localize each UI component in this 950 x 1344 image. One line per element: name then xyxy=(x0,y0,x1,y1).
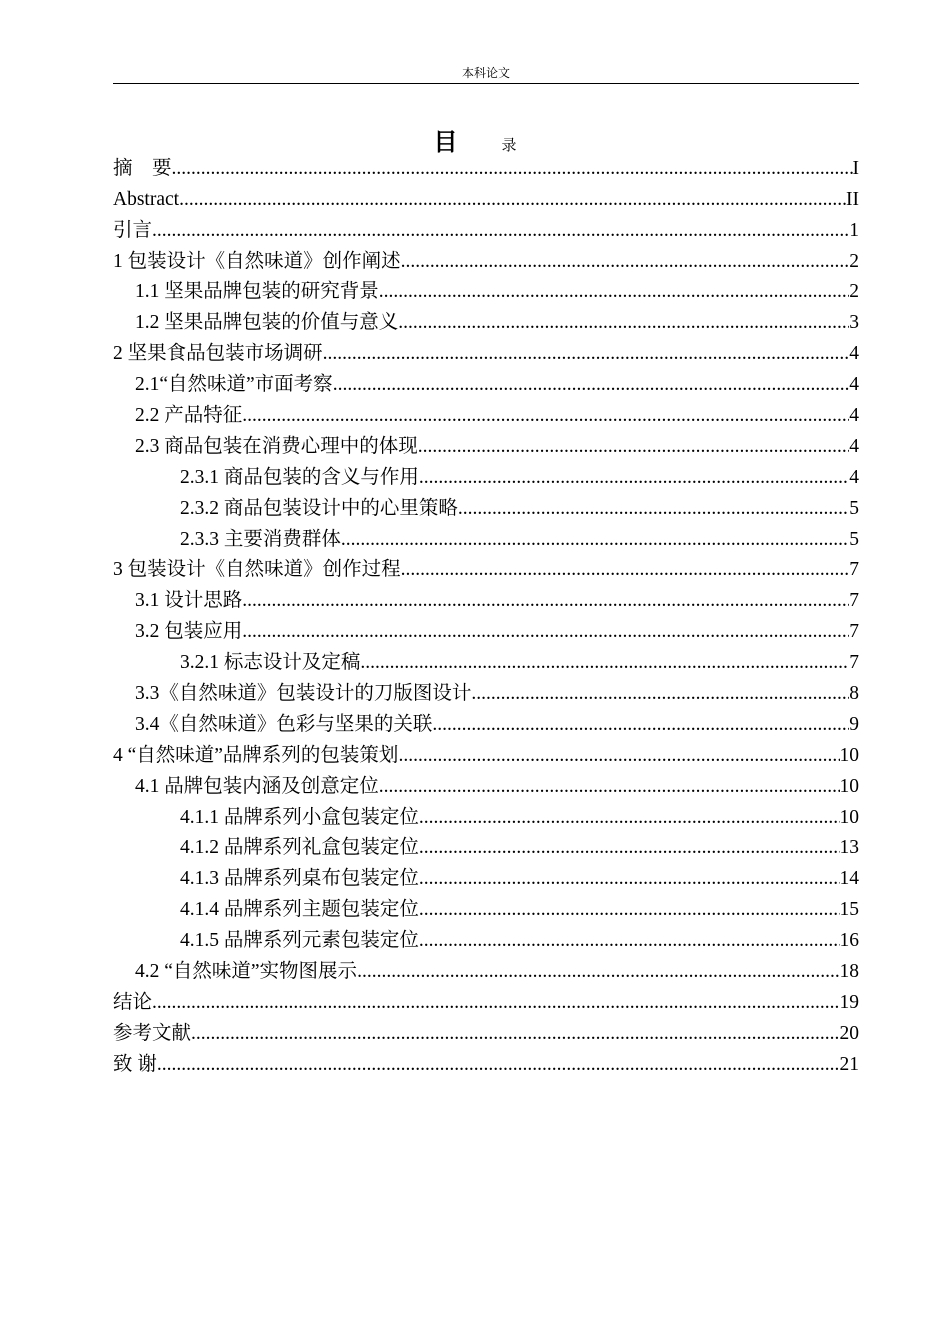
toc-entry[interactable] xyxy=(113,184,859,215)
toc-dot-leader xyxy=(191,1019,839,1049)
toc-title-main: 目 xyxy=(433,128,458,156)
toc-entry-label: 3 包装设计《自然味道》创作过程 xyxy=(113,559,401,581)
toc-entry[interactable] xyxy=(113,771,859,802)
toc-dot-leader xyxy=(418,432,849,462)
toc-entry-page-number: 7 xyxy=(849,590,859,612)
toc-dot-leader xyxy=(341,525,849,555)
toc-dot-leader xyxy=(419,463,849,493)
toc-entry-page-number: 2 xyxy=(849,250,859,272)
toc-entry[interactable] xyxy=(113,277,859,308)
toc-dot-leader xyxy=(458,494,849,524)
toc-entry-label: 4.1.1 品牌系列小盒包装定位 xyxy=(180,806,419,828)
toc-entry-page-number: 18 xyxy=(839,961,859,983)
toc-entry[interactable] xyxy=(113,153,859,184)
toc-entry[interactable] xyxy=(113,863,859,894)
toc-entry-page-number: II xyxy=(846,188,859,210)
header-divider xyxy=(113,83,859,84)
toc-entry-page-number: 7 xyxy=(849,652,859,674)
toc-dot-leader xyxy=(419,803,840,833)
toc-entry-page-number: 5 xyxy=(849,528,859,550)
toc-entry[interactable] xyxy=(113,369,859,400)
toc-entry-page-number: 4 xyxy=(849,435,859,457)
toc-entry-label: 4 “自然味道”品牌系列的包装策划 xyxy=(113,744,399,766)
toc-entry[interactable] xyxy=(113,585,859,616)
toc-entry-label: 4.1.4 品牌系列主题包装定位 xyxy=(180,899,419,921)
toc-dot-leader xyxy=(401,555,850,585)
toc-entry-label: 1.2 坚果品牌包装的价值与意义 xyxy=(135,312,399,334)
toc-entry-label: 2.2 产品特征 xyxy=(135,405,243,427)
toc-entry-page-number: I xyxy=(852,157,859,179)
toc-entry-page-number: 9 xyxy=(849,713,859,735)
toc-entry[interactable] xyxy=(113,1049,859,1080)
toc-entry-page-number: 10 xyxy=(839,744,859,766)
toc-dot-leader xyxy=(333,370,850,400)
toc-dot-leader xyxy=(471,679,849,709)
toc-entry-page-number: 3 xyxy=(849,312,859,334)
toc-title xyxy=(0,122,950,157)
toc-entry[interactable] xyxy=(113,431,859,462)
toc-entry-page-number: 20 xyxy=(839,1022,859,1044)
toc-entry[interactable] xyxy=(113,524,859,555)
toc-entry[interactable] xyxy=(113,307,859,338)
toc-entry-label: 3.2.1 标志设计及定稿 xyxy=(180,652,361,674)
toc-entry-page-number: 4 xyxy=(849,343,859,365)
toc-dot-leader xyxy=(379,277,849,307)
toc-entry-page-number: 4 xyxy=(849,466,859,488)
toc-dot-leader xyxy=(419,864,840,894)
toc-entry[interactable] xyxy=(113,678,859,709)
toc-entry-page-number: 2 xyxy=(849,281,859,303)
toc-entry[interactable] xyxy=(113,956,859,987)
toc-entry-label: 4.1.2 品牌系列礼盒包装定位 xyxy=(180,837,419,859)
toc-dot-leader xyxy=(419,895,840,925)
toc-entry-label: 3.4《自然味道》色彩与坚果的关联 xyxy=(135,713,433,735)
toc-entry[interactable] xyxy=(113,709,859,740)
toc-entry[interactable] xyxy=(113,987,859,1018)
toc-entry-label: 4.1.5 品牌系列元素包装定位 xyxy=(180,930,419,952)
toc-entry-label: 摘 要 xyxy=(113,157,172,179)
toc-entry[interactable] xyxy=(113,647,859,678)
toc-entry-page-number: 8 xyxy=(849,683,859,705)
toc-entry-label: 4.1.3 品牌系列桌布包装定位 xyxy=(180,868,419,890)
toc-entry[interactable] xyxy=(113,833,859,864)
toc-entry-label: 引言 xyxy=(113,219,153,241)
toc-entry-page-number: 19 xyxy=(839,991,859,1013)
toc-entry-label: 1.1 坚果品牌包装的研究背景 xyxy=(135,281,379,303)
toc-entry-page-number: 5 xyxy=(849,497,859,519)
toc-dot-leader xyxy=(242,401,849,431)
toc-entry-label: 3.3《自然味道》包装设计的刀版图设计 xyxy=(135,683,472,705)
toc-entry-label: 2.3.1 商品包装的含义与作用 xyxy=(180,466,419,488)
toc-entry-label: 3.2 包装应用 xyxy=(135,621,243,643)
toc-entry-page-number: 1 xyxy=(849,219,859,241)
toc-dot-leader xyxy=(398,308,849,338)
toc-entry[interactable] xyxy=(113,740,859,771)
toc-entry-page-number: 16 xyxy=(839,930,859,952)
toc-entry[interactable] xyxy=(113,555,859,586)
toc-entry[interactable] xyxy=(113,925,859,956)
toc-entry[interactable] xyxy=(113,493,859,524)
toc-entry-label: 2 坚果食品包装市场调研 xyxy=(113,343,323,365)
toc-dot-leader xyxy=(152,216,849,246)
toc-entry-page-number: 15 xyxy=(839,899,859,921)
toc-entry-label: 2.1“自然味道”市面考察 xyxy=(135,374,333,396)
toc-entry[interactable] xyxy=(113,462,859,493)
toc-entry-label: 4.2 “自然味道”实物图展示 xyxy=(135,961,358,983)
toc-entry-label: Abstract xyxy=(113,188,180,210)
toc-dot-leader xyxy=(432,710,849,740)
toc-dot-leader xyxy=(242,617,849,647)
toc-entry[interactable] xyxy=(113,1018,859,1049)
toc-entry-page-number: 10 xyxy=(839,775,859,797)
table-of-contents xyxy=(113,153,859,1080)
toc-entry-label: 致 谢 xyxy=(113,1053,157,1075)
toc-dot-leader xyxy=(242,586,849,616)
toc-entry-page-number: 10 xyxy=(839,806,859,828)
toc-entry[interactable] xyxy=(113,338,859,369)
toc-dot-leader xyxy=(360,648,849,678)
toc-entry-label: 结论 xyxy=(113,991,153,1013)
toc-dot-leader xyxy=(157,1050,840,1080)
toc-entry-page-number: 4 xyxy=(849,405,859,427)
toc-entry-label: 2.3.2 商品包装设计中的心里策略 xyxy=(180,497,458,519)
toc-title-sub: 录 xyxy=(501,138,517,154)
toc-dot-leader xyxy=(172,154,853,184)
toc-dot-leader xyxy=(419,833,840,863)
toc-entry[interactable] xyxy=(113,246,859,277)
toc-dot-leader xyxy=(419,926,840,956)
toc-entry-page-number: 4 xyxy=(849,374,859,396)
toc-entry-label: 4.1 品牌包装内涵及创意定位 xyxy=(135,775,379,797)
toc-entry-page-number: 7 xyxy=(849,559,859,581)
toc-dot-leader xyxy=(401,247,850,277)
toc-entry-label: 2.3 商品包装在消费心理中的体现 xyxy=(135,435,418,457)
page-header: 本科论文 xyxy=(461,66,510,80)
toc-dot-leader xyxy=(152,988,839,1018)
toc-entry[interactable] xyxy=(113,894,859,925)
toc-dot-leader xyxy=(379,772,840,802)
toc-dot-leader xyxy=(357,957,839,987)
toc-entry-page-number: 7 xyxy=(849,621,859,643)
toc-entry-page-number: 14 xyxy=(839,868,859,890)
toc-entry[interactable] xyxy=(113,616,859,647)
toc-dot-leader xyxy=(398,741,839,771)
toc-entry-page-number: 21 xyxy=(839,1053,859,1075)
toc-entry-label: 2.3.3 主要消费群体 xyxy=(180,528,341,550)
toc-entry-label: 参考文献 xyxy=(113,1022,192,1044)
toc-dot-leader xyxy=(179,185,846,215)
toc-entry[interactable] xyxy=(113,215,859,246)
toc-entry[interactable] xyxy=(113,400,859,431)
toc-entry-label: 1 包装设计《自然味道》创作阐述 xyxy=(113,250,401,272)
toc-entry[interactable] xyxy=(113,802,859,833)
toc-entry-page-number: 13 xyxy=(839,837,859,859)
toc-dot-leader xyxy=(323,339,850,369)
toc-entry-label: 3.1 设计思路 xyxy=(135,590,243,612)
